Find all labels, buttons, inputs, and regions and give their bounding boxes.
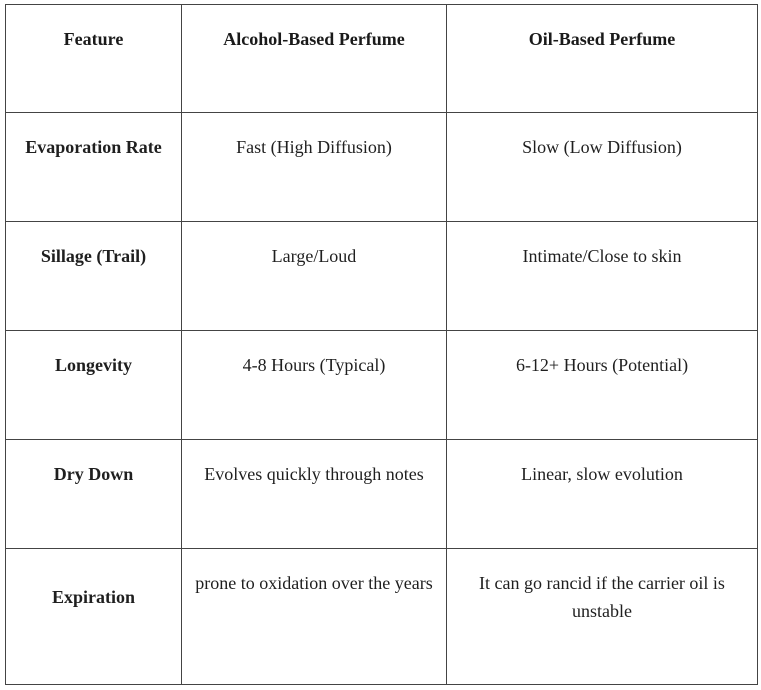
alcohol-cell: 4-8 Hours (Typical) bbox=[182, 331, 447, 440]
feature-cell: Evaporation Rate bbox=[6, 113, 182, 222]
oil-cell: Linear, slow evolution bbox=[447, 440, 758, 549]
table-row bbox=[6, 113, 758, 222]
alcohol-cell: Evolves quickly through notes bbox=[182, 440, 447, 549]
oil-cell: It can go rancid if the carrier oil is unstable bbox=[447, 549, 758, 685]
alcohol-cell: prone to oxidation over the years bbox=[182, 549, 447, 685]
header-oil-based: Oil-Based Perfume bbox=[447, 5, 758, 113]
comparison-table bbox=[5, 4, 758, 685]
feature-cell: Sillage (Trail) bbox=[6, 222, 182, 331]
table-header-row bbox=[6, 5, 758, 113]
header-feature: Feature bbox=[6, 5, 182, 113]
table-row bbox=[6, 440, 758, 549]
oil-cell: 6-12+ Hours (Potential) bbox=[447, 331, 758, 440]
header-alcohol-based: Alcohol-Based Perfume bbox=[182, 5, 447, 113]
feature-cell: Longevity bbox=[6, 331, 182, 440]
feature-cell: Dry Down bbox=[6, 440, 182, 549]
table-row bbox=[6, 331, 758, 440]
oil-cell: Slow (Low Diffusion) bbox=[447, 113, 758, 222]
alcohol-cell: Fast (High Diffusion) bbox=[182, 113, 447, 222]
alcohol-cell: Large/Loud bbox=[182, 222, 447, 331]
table-row bbox=[6, 549, 758, 685]
oil-cell: Intimate/Close to skin bbox=[447, 222, 758, 331]
feature-cell: Expiration bbox=[6, 549, 182, 685]
table-row bbox=[6, 222, 758, 331]
